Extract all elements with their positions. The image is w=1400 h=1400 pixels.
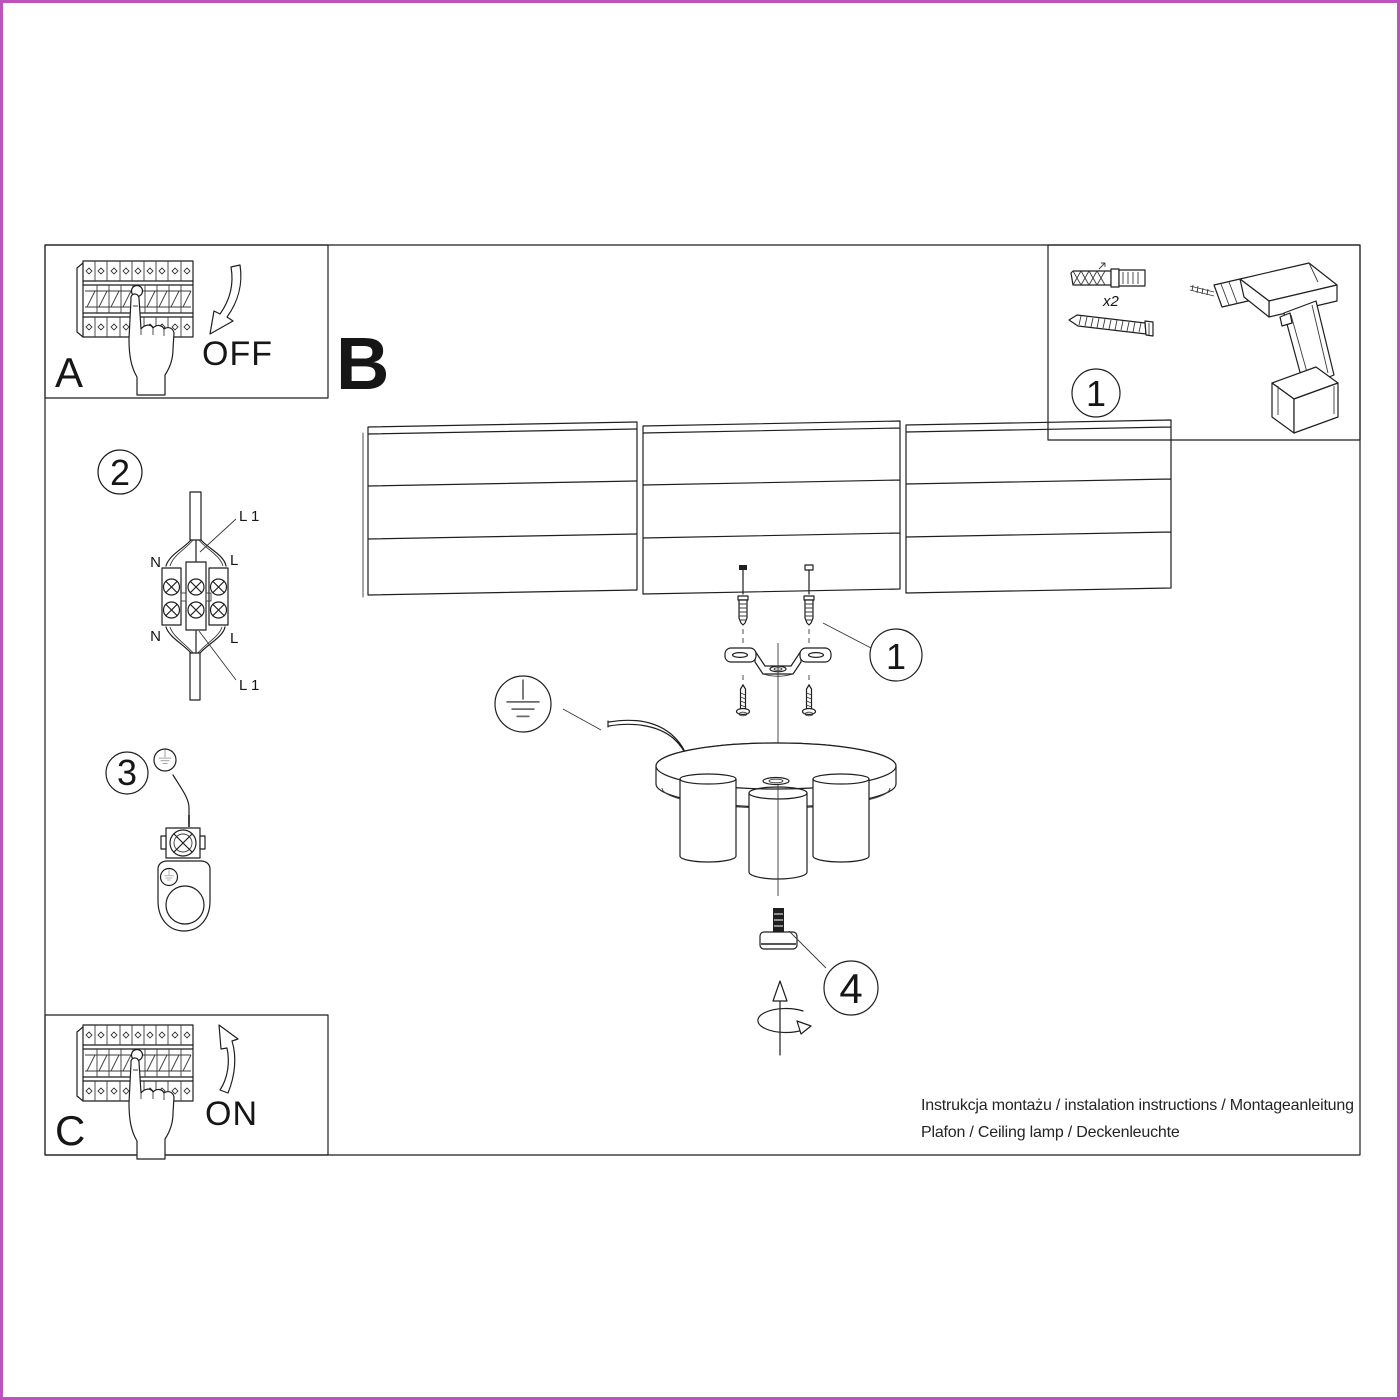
ground-wire — [173, 775, 189, 823]
mount-screw-right — [803, 685, 816, 716]
step-4-number: 4 — [839, 965, 863, 1012]
wire-n-bottom: N — [150, 628, 161, 645]
tools-step-number: 1 — [1085, 373, 1107, 414]
off-label: OFF — [202, 335, 273, 373]
terminal-block — [162, 562, 228, 630]
panel-a-label: A — [55, 349, 84, 396]
footer-line1: Instrukcja montażu / instalation instructions / Montageanleitung — [921, 1097, 1354, 1114]
mount-screw-left — [737, 685, 750, 716]
arrow-down-icon — [210, 265, 241, 334]
step-1-number: 1 — [885, 636, 907, 677]
step-grounding — [106, 749, 210, 931]
anchor-quantity: x2 — [1103, 293, 1119, 310]
panel-tools — [1048, 245, 1360, 440]
earth-symbol-large — [495, 676, 601, 732]
ground-bracket — [158, 861, 210, 931]
wire-l-top: L — [230, 552, 239, 569]
step-2-number: 2 — [109, 452, 131, 493]
screw-icon — [1069, 315, 1153, 336]
wire-l1-top: L 1 — [239, 508, 260, 525]
step-wiring — [98, 450, 259, 700]
ceiling-panels — [363, 420, 1171, 597]
instruction-diagram — [3, 3, 1400, 1400]
rotation-arrow-icon — [758, 981, 811, 1055]
cable-top — [190, 492, 201, 540]
footer — [921, 1097, 1354, 1141]
thumb-screw — [760, 908, 797, 949]
screw-mark-left — [739, 565, 747, 570]
cable-bottom — [190, 653, 200, 700]
wire-l1-bottom: L 1 — [239, 677, 260, 694]
wall-plug-left — [738, 596, 748, 625]
panel-b-label: B — [336, 322, 390, 405]
arrow-up-icon — [219, 1025, 238, 1093]
footer-line2: Plafon / Ceiling lamp / Deckenleuchte — [921, 1124, 1180, 1141]
screw-mark-right — [805, 565, 813, 570]
panel-power-off — [45, 245, 328, 398]
wire-n-top: N — [150, 554, 161, 571]
drill-icon — [1190, 263, 1338, 433]
breaker-panel-drawing — [77, 1025, 193, 1159]
wall-plug-icon — [1071, 263, 1145, 287]
step-3-number: 3 — [116, 752, 138, 793]
work-area-frame — [45, 245, 1360, 1155]
wall-plug-right — [804, 596, 814, 625]
breaker-panel-drawing — [77, 261, 193, 395]
step-locking — [758, 908, 878, 1055]
wire-l-bottom: L — [230, 630, 239, 647]
panel-c-label: C — [55, 1107, 86, 1154]
ceiling-lamp — [608, 643, 896, 896]
on-label: ON — [205, 1095, 258, 1133]
mounting-assembly — [725, 565, 922, 716]
lamp-shade-right — [813, 774, 869, 862]
panel-power-on — [45, 1015, 328, 1159]
lamp-shade-left — [680, 774, 736, 862]
